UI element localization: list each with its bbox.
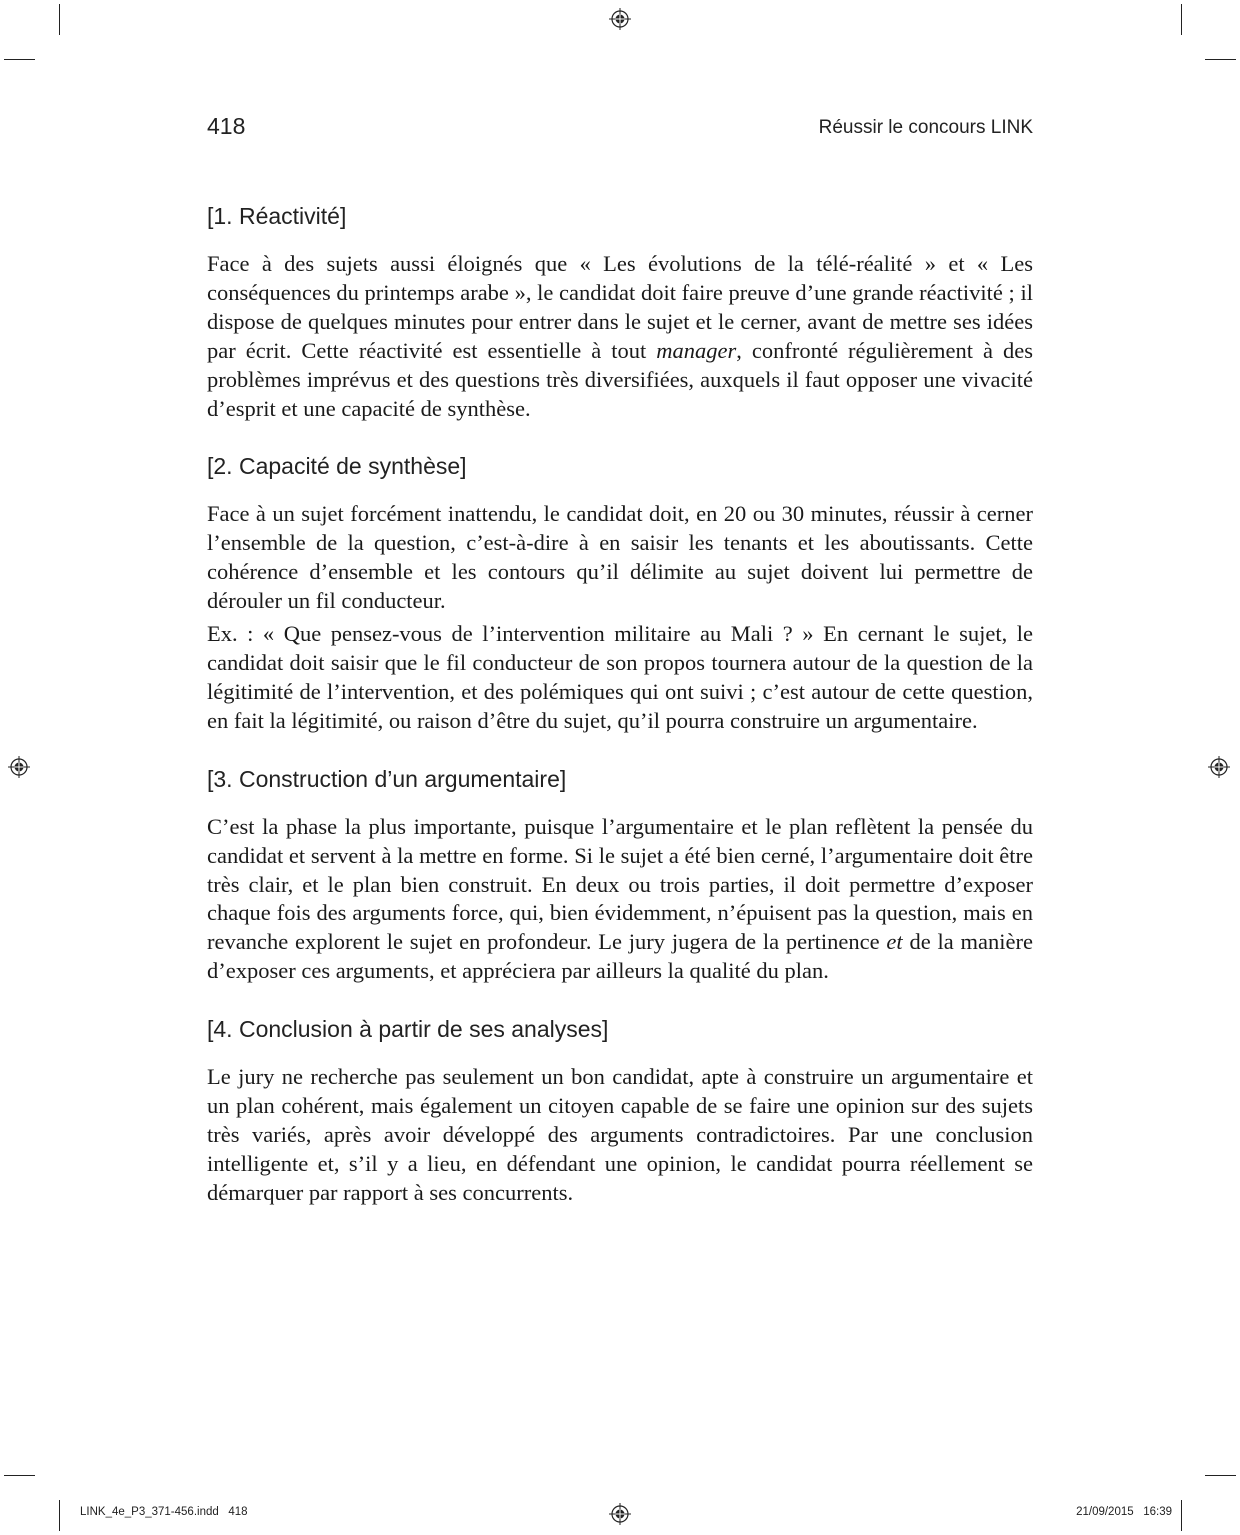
crop-mark-top-left-v xyxy=(59,4,60,35)
section-heading: [1. Réactivité] xyxy=(207,203,347,229)
crop-mark-bottom-right-v xyxy=(1181,1500,1182,1531)
body-paragraph xyxy=(207,813,1033,986)
registration-target-icon xyxy=(1208,756,1230,778)
italic-term: manager xyxy=(656,337,737,363)
crop-mark-bottom-left-h xyxy=(4,1475,35,1476)
registration-target-icon xyxy=(609,1503,631,1525)
paragraph-text: de la manière d’exposer ces arguments, et appréciera par ailleurs la qualité du plan. xyxy=(207,929,1033,984)
page-number: 418 xyxy=(207,113,246,139)
slug-filename: LINK_4e_P3_371-456.indd 418 xyxy=(80,1506,248,1518)
body-paragraph: Face à un sujet forcément inattendu, le candidat doit, en 20 ou 30 minutes, réussir à cerner l’ensemble de la question, c’est-à-dire à en saisir les tenants et les aboutissants. Cette cohérence d’ensemble et les contours qu’il délimite au sujet doivent lui permettre de dérouler un fil conducteur. xyxy=(207,501,1033,614)
slug-datetime: 21/09/2015 16:39 xyxy=(1076,1506,1172,1518)
section-conclusion xyxy=(207,1013,1033,1208)
body-paragraph: Le jury ne recherche pas seulement un bon candidat, apte à construire un argumentaire et un plan cohérent, mais également un citoyen capable de se faire une opinion sur des sujets très variés, après avoir développé des arguments contradictoires. Par une conclusion intelligente et, s’il y a lieu, en défendant une opinion, le candidat pourra réellement se démarquer par rapport à ses concurrents. xyxy=(207,1064,1033,1205)
registration-target-icon xyxy=(8,756,30,778)
paragraph-text: , confronté régulièrement à des problèmes imprévus et des questions très diversifiées, auxquels il faut opposer une vivacité d’esprit et une capacité de synthèse. xyxy=(207,337,1033,421)
italic-term: et xyxy=(886,929,903,955)
crop-mark-bottom-left-v xyxy=(59,1500,60,1531)
body-paragraph xyxy=(207,250,1033,423)
crop-mark-top-left-h xyxy=(4,59,35,60)
crop-mark-top-right-v xyxy=(1181,4,1182,35)
section-construction-argumentaire xyxy=(207,763,1033,986)
running-title: Réussir le concours LINK xyxy=(818,117,1033,138)
example-paragraph: Ex. : « Que pensez-vous de l’intervention militaire au Mali ? » En cernant le sujet, le candidat doit saisir que le fil conducteur de son propos tournera autour de la question de la légitimité de l’intervention, et des polémiques qui ont suivi ; c’est autour de cette question, en fait la légitimité, ou raison d’être du sujet, qu’il pourra construire un argumentaire. xyxy=(207,621,1033,733)
section-heading: [2. Capacité de synthèse] xyxy=(207,453,467,480)
section-reactivite xyxy=(207,200,1033,423)
crop-mark-bottom-right-h xyxy=(1205,1475,1236,1476)
section-heading: [4. Conclusion à partir de ses analyses] xyxy=(207,1016,609,1043)
crop-mark-top-right-h xyxy=(1205,59,1236,60)
section-capacite-synthese xyxy=(207,450,1033,735)
paragraph-text: Face à des sujets aussi éloignés que « Les évolutions de la télé-réalité » et « Les conséquences du printemps arabe », le candidat doit faire preuve d’une grande réactivité ; il dispose de quelques minutes pour entrer dans le sujet et le cerner, avant de mettre ses idées par écrit. Cette réactivité est essentielle à tout xyxy=(207,251,1033,363)
registration-target-icon xyxy=(609,8,631,30)
page-content xyxy=(207,200,1033,1235)
paragraph-text: C’est la phase la plus importante, puisque l’argumentaire et le plan reflètent la pensée du candidat et servent à la mettre en forme. Si le sujet a été bien cerné, l’argumentaire doit être très clair, et le plan bien construit. En deux ou trois parties, il doit permettre d’exposer chaque fois des arguments force, qui, bien évidemment, n’épuisent pas la question, mais en revanche explorent le sujet en profondeur. Le jury jugera de la pertinence xyxy=(207,813,1033,955)
section-heading: [3. Construction d’un argumentaire] xyxy=(207,765,567,792)
